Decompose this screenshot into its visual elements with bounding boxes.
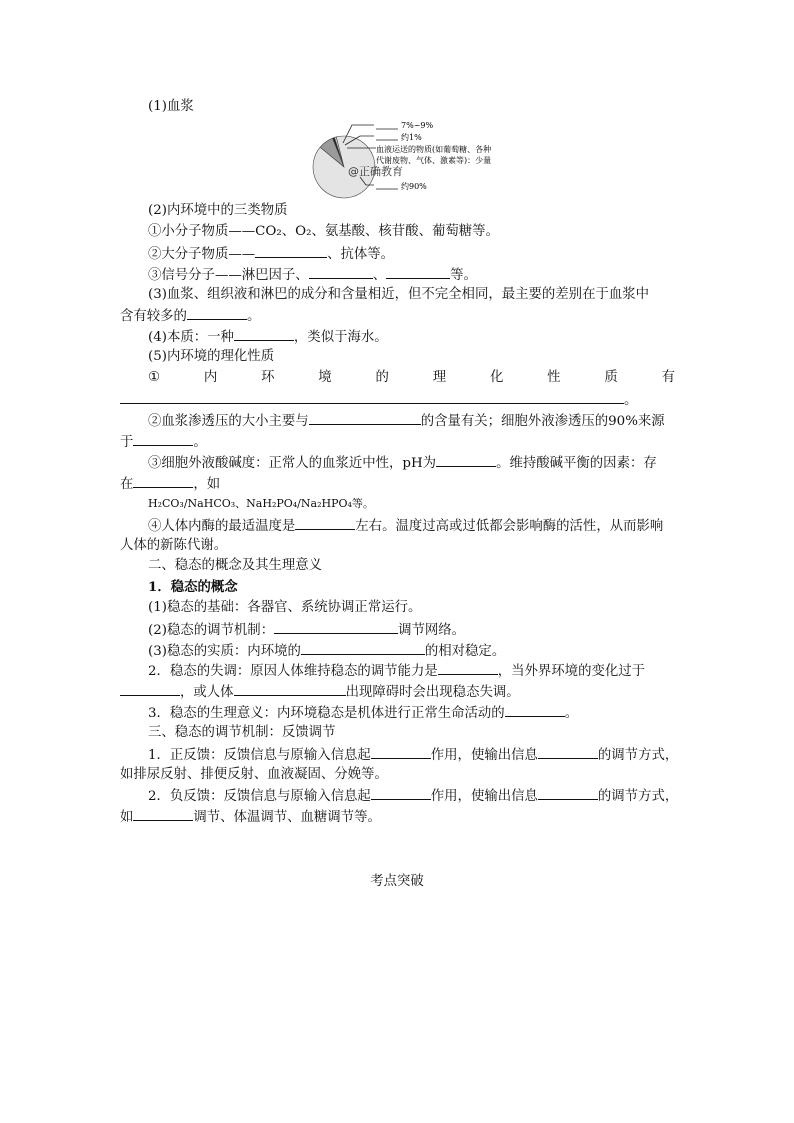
blank-regulation-network[interactable] [274,620,398,634]
osmotic-pressure-line: ②血浆渗透压的大小主要与 的含量有关；细胞外液渗透压的90%来源 [148,411,665,431]
blank-necessary-condition[interactable] [505,703,565,717]
pie-label-4: 约90% [401,182,427,191]
blank-ph[interactable] [436,453,496,467]
three-substances-heading: (2)内环境中的三类物质 [148,203,288,218]
buffer-line: 在 ，如 [120,474,220,494]
buffer-pairs-line: H₂CO₃/NaHCO₃、NaH₂PO₄/Na₂HPO₄等。 [148,497,374,510]
plasma-difference-line: (3)血浆、组织液和淋巴的成分和含量相近，但不完全相同，最主要的差别在于血浆中 [148,287,650,302]
pie-label-2: 约1% [401,133,422,142]
imbalance-line: 2．稳态的失调：原因人体维持稳态的调节能力是 ，当外界环境的变化过于 [148,661,645,681]
blank-positive-effect[interactable] [371,745,431,759]
ph-line: ③细胞外液酸碱度：正常人的血浆近中性，pH为 。维持酸碱平衡的因素：存 [148,453,657,473]
section-two-heading: 二、稳态的概念及其生理意义 [148,558,323,573]
small-molecules-line: ①小分子物质——CO₂、O₂、氨基酸、核苷酸、葡萄糖等。 [148,224,499,239]
blank-negative-effect[interactable] [371,786,431,800]
blank-negative-output[interactable] [538,786,598,800]
section-footer-heading: 考点突破 [370,874,424,889]
osmotic-source-line: 于 。 [120,432,207,452]
blank-negative-example[interactable] [133,807,193,821]
blank-osmotic-source[interactable] [133,432,193,446]
blank-positive-output[interactable] [538,745,598,759]
physiological-significance-line: 3．稳态的生理意义：内环境稳态是机体进行正常生命活动的 。 [148,703,578,723]
homeostasis-essence-line: (3)稳态的实质：内环境的 的相对稳定。 [148,641,505,661]
metabolism-line: 人体的新陈代谢。 [120,538,228,553]
blank-large-molecule[interactable] [255,244,327,258]
properties-spread-line: ① 内 环 境 的 理 化 性 质 有 [148,370,675,385]
negative-feedback-line: 2．负反馈：反馈信息与原输入信息起 作用，使输出信息 的调节方式， [148,786,678,806]
positive-feedback-line: 1．正反馈：反馈信息与原输入信息起 作用，使输出信息 的调节方式， [148,745,678,765]
plasma-composition-pie-chart [300,115,560,201]
pie-label-3b: 代谢废物、气体、激素等)：少量 [376,156,492,165]
pie-watermark: @正确教育 [348,165,403,178]
blank-osmotic[interactable] [309,411,421,425]
blank-homeostasis-essence[interactable] [301,641,425,655]
properties-answer-line: 。 [120,390,637,410]
blank-signal-1[interactable] [309,265,373,279]
negative-feedback-examples: 如 调节、体温调节、血糖调节等。 [120,807,381,827]
large-molecules-line: ②大分子物质—— 、抗体等。 [148,244,394,264]
blank-plasma-difference[interactable] [187,306,247,320]
blank-signal-2[interactable] [386,265,450,279]
properties-heading: (5)内环境的理化性质 [148,349,275,364]
homeostasis-basis-line: (1)稳态的基础：各器官、系统协调正常运行。 [148,600,422,615]
imbalance-cont-line: ，或人体 出现障碍时会出现稳态失调。 [120,682,520,702]
blank-properties[interactable] [120,390,624,404]
plasma-heading: (1)血浆 [148,99,194,114]
blank-regulation-capacity[interactable] [438,661,498,675]
section-three-heading: 三、稳态的调节机制：反馈调节 [148,725,336,740]
regulation-mechanism-line: (2)稳态的调节机制： 调节网络。 [148,620,465,640]
homeostasis-concept-heading: 1．稳态的概念 [148,579,238,595]
blank-enzyme-temp[interactable] [295,516,355,530]
blank-environment-change[interactable] [120,682,180,696]
positive-feedback-examples: 如排尿反射、排便反射、血液凝固、分娩等。 [120,767,388,782]
signal-molecules-line: ③信号分子——淋巴因子、 、 等。 [148,265,477,285]
pie-label-1: 7%~9% [401,121,434,130]
blank-essence[interactable] [234,327,294,341]
blank-body-function[interactable] [234,682,346,696]
enzyme-temperature-line: ④人体内酶的最适温度是 左右。温度过高或过低都会影响酶的活性，从而影响 [148,516,663,536]
plasma-difference-cont: 含有较多的 。 [120,306,260,326]
blank-buffer[interactable] [133,474,193,488]
pie-label-3a: 血液运送的物质(如葡萄糖、各种 [376,145,492,154]
essence-line: (4)本质：一种 ，类似于海水。 [148,327,388,347]
